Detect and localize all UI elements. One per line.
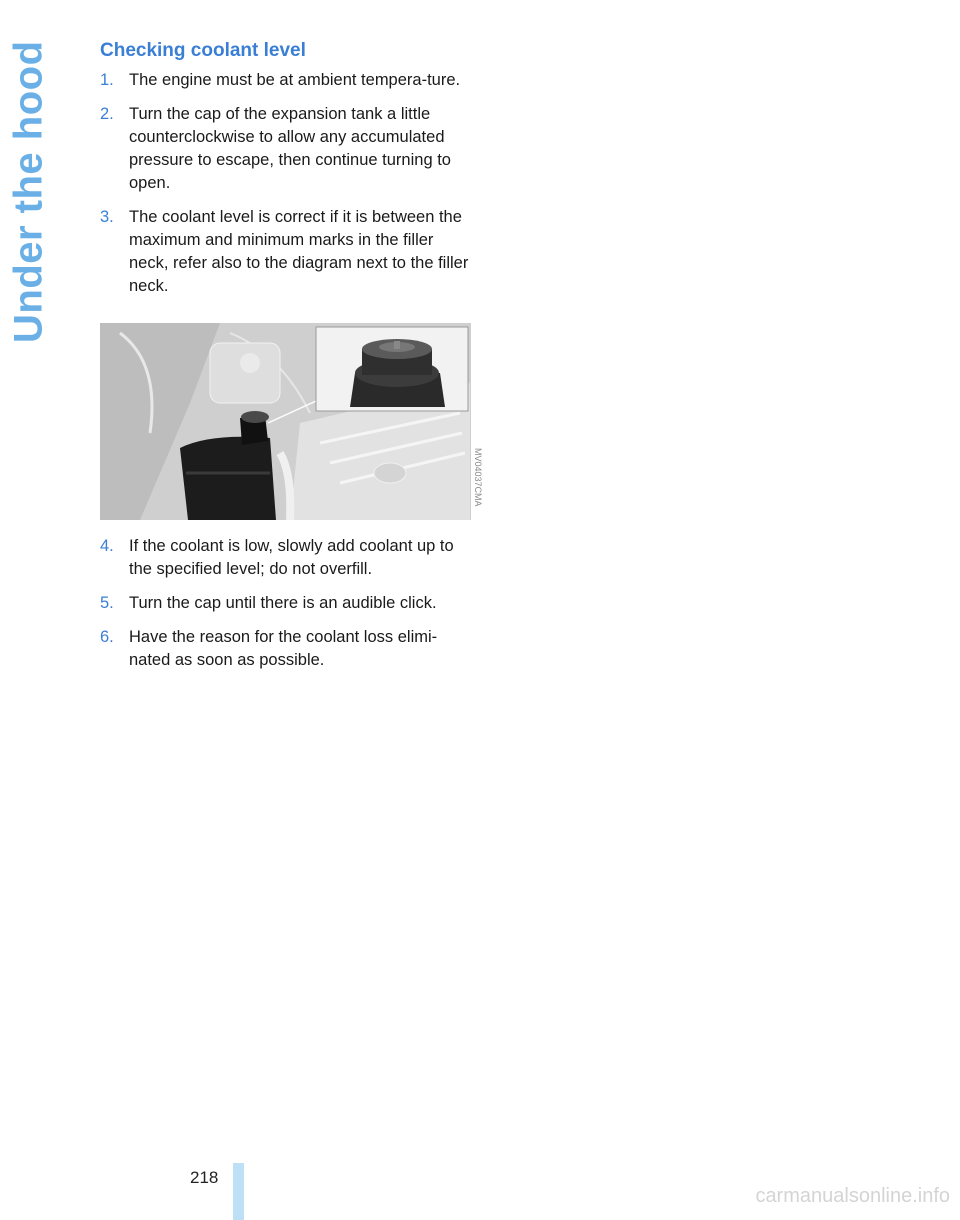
figure-code: MV04037CMA <box>473 448 483 507</box>
list-item <box>100 103 472 195</box>
page-number: 218 <box>190 1168 219 1187</box>
step-text: The engine must be at ambient tempera-ture. <box>129 71 461 89</box>
step-number: 2. <box>100 105 114 123</box>
step-text: If the coolant is low, slowly add coolant up to the specified level; do not overfill. <box>129 537 454 578</box>
page-heading: Checking coolant level <box>100 40 306 61</box>
page-tab-bar <box>233 1163 244 1220</box>
step-number: 5. <box>100 594 114 612</box>
list-item <box>100 626 472 672</box>
step-number: 1. <box>100 71 114 89</box>
watermark: carmanualsonline.info <box>755 1185 950 1207</box>
instruction-list <box>100 69 472 309</box>
step-text: The coolant level is correct if it is between the maximum and minimum marks in the filler neck, refer also to the diagram next to the filler neck. <box>129 208 469 295</box>
list-item <box>100 592 472 615</box>
list-item <box>100 535 472 581</box>
engine-bay-illustration <box>100 323 471 520</box>
list-item <box>100 206 472 298</box>
step-number: 3. <box>100 208 114 226</box>
instruction-list <box>100 535 472 683</box>
step-number: 6. <box>100 628 114 646</box>
step-text: Have the reason for the coolant loss elimi-nated as soon as possible. <box>129 628 438 669</box>
list-item <box>100 69 472 92</box>
section-title: Under the hood <box>6 40 51 343</box>
step-number: 4. <box>100 537 114 555</box>
coolant-tank-photo <box>100 323 471 520</box>
step-text: Turn the cap until there is an audible click. <box>129 594 437 612</box>
step-text: Turn the cap of the expansion tank a little counterclockwise to allow any accumulated pressure to escape, then continue turning to open. <box>129 105 451 192</box>
